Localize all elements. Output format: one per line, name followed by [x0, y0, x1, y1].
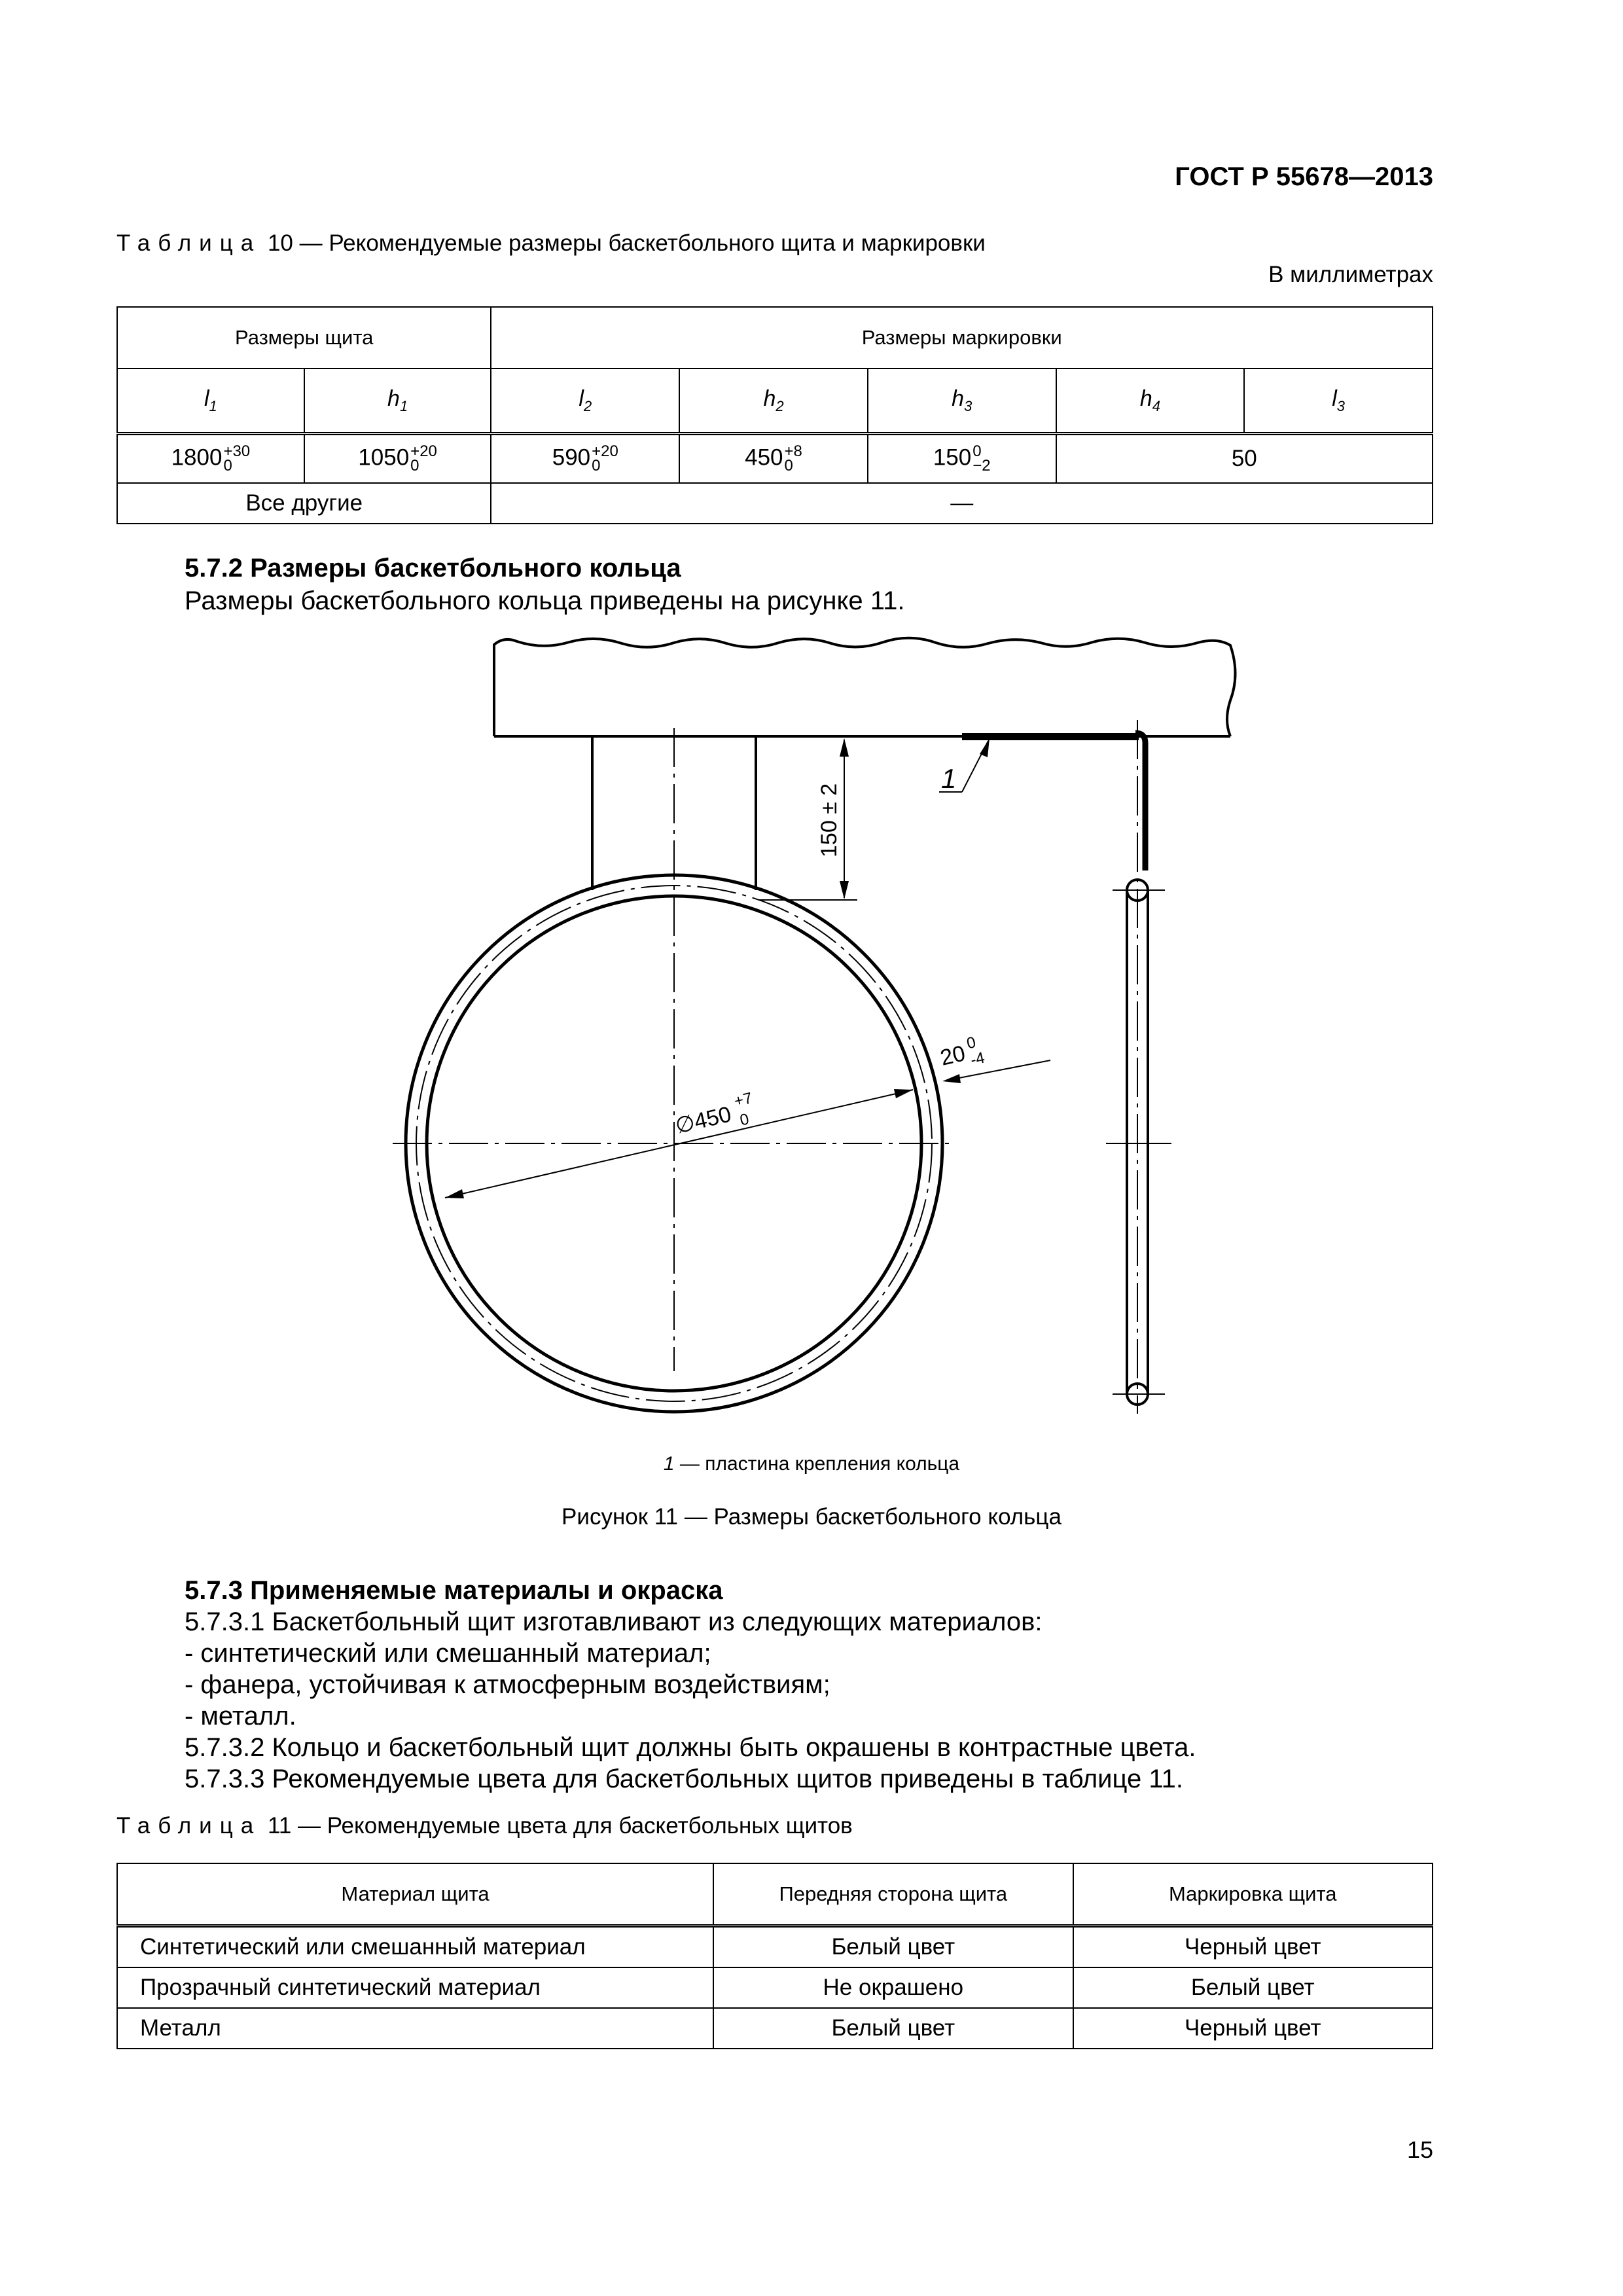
symbol-cell: $h_1$ — [304, 368, 491, 434]
section-573-line: 5.7.3.3 Рекомендуемые цвета для баскетбольных щитов приведены в таблице 11. — [185, 1765, 1183, 1793]
marking-color-cell: Черный цвет — [1073, 2008, 1433, 2049]
value-cell: 450 +8 0 — [679, 434, 868, 484]
dim-thickness-arrow — [942, 1074, 961, 1083]
callout-arrow — [980, 738, 990, 757]
dim-diameter-lower: 0 — [738, 1110, 751, 1130]
header-marking-dimensions: Размеры маркировки — [491, 307, 1433, 368]
value-cell: 150 0 −2 — [868, 434, 1056, 484]
section-573-line: - синтетический или смешанный материал; — [185, 1639, 711, 1668]
material-cell: Металл — [117, 2008, 713, 2049]
table10-units: В миллиметрах — [1268, 262, 1433, 287]
front-color-cell: Белый цвет — [713, 1926, 1073, 1968]
backboard-fragment — [494, 638, 1236, 736]
material-cell: Прозрачный синтетический материал — [117, 1967, 713, 2008]
other-value: — — [491, 483, 1433, 524]
value-cell: 590 +20 0 — [491, 434, 679, 484]
section-573-line: 5.7.3.1 Баскетбольный щит изготавливают из следующих материалов: — [185, 1607, 1043, 1636]
symbol-cell: $l_3$ — [1244, 368, 1433, 434]
figure11-legend — [0, 1453, 1623, 1475]
table-row — [117, 2008, 1433, 2049]
table10-caption-text: 10 — Рекомендуемые размеры баскетбольного щита и маркировки — [267, 230, 986, 256]
dim-thickness-upper: 0 — [965, 1033, 978, 1053]
section-573-line: 5.7.3.2 Кольцо и баскетбольный щит должны быть окрашены в контрастные цвета. — [185, 1733, 1196, 1762]
value-cell: 1800 +30 0 — [117, 434, 304, 484]
section-573-line: - фанера, устойчивая к атмосферным воздействиям; — [185, 1670, 830, 1699]
dim-150-arrow-top — [840, 738, 849, 757]
header-board-dimensions: Размеры щита — [117, 307, 491, 368]
symbol-cell: $l_1$ — [117, 368, 304, 434]
front-color-cell: Белый цвет — [713, 2008, 1073, 2049]
table11 — [116, 1863, 1433, 2049]
table-row — [117, 1967, 1433, 2008]
section-572-text: Размеры баскетбольного кольца приведены на рисунке 11. — [185, 586, 905, 615]
legend-text: — пластина крепления кольца — [674, 1453, 960, 1475]
callout-number: 1 — [941, 763, 957, 794]
symbol-cell: $l_2$ — [491, 368, 679, 434]
table10-caption-word: Таблица — [116, 230, 262, 256]
header-front-side: Передняя сторона щита — [713, 1863, 1073, 1926]
dim-150-arrow-bottom — [840, 881, 849, 899]
dim-diameter-upper: +7 — [732, 1089, 755, 1111]
table11-caption — [116, 1813, 853, 1839]
table11-caption-text: 11 — Рекомендуемые цвета для баскетбольных щитов — [267, 1813, 853, 1839]
symbol-cell: $h_2$ — [679, 368, 868, 434]
symbol-cell: $h_4$ — [1056, 368, 1245, 434]
dim-diameter-label: ∅450 — [673, 1102, 734, 1139]
value-cell: 1050 +20 0 — [304, 434, 491, 484]
symbol-cell: $h_3$ — [868, 368, 1056, 434]
front-color-cell: Не окрашено — [713, 1967, 1073, 2008]
section-573-heading: 5.7.3 Применяемые материалы и окраска — [185, 1576, 723, 1605]
dim-thickness-label: 20 — [938, 1041, 968, 1071]
table11-caption-word: Таблица — [116, 1813, 262, 1839]
page-number: 15 — [1406, 2136, 1433, 2163]
mounting-plate — [962, 733, 1139, 740]
table-row — [117, 1926, 1433, 1968]
marking-color-cell: Черный цвет — [1073, 1926, 1433, 1968]
dim-diameter-arrow-left — [445, 1189, 464, 1198]
document-code: ГОСТ Р 55678—2013 — [1175, 162, 1433, 191]
header-material: Материал щита — [117, 1863, 713, 1926]
legend-number: 1 — [663, 1453, 675, 1475]
dim-150-label: 150 ± 2 — [817, 783, 842, 857]
section-572-heading: 5.7.2 Размеры баскетбольного кольца — [185, 554, 681, 583]
section-573-line: - металл. — [185, 1702, 296, 1731]
dim-thickness-lower: -4 — [969, 1049, 987, 1069]
other-label: Все другие — [117, 483, 491, 524]
material-cell: Синтетический или смешанный материал — [117, 1926, 713, 1968]
dim-diameter-arrow-right — [894, 1089, 913, 1098]
header-marking: Маркировка щита — [1073, 1863, 1433, 1926]
figure11-caption: Рисунок 11 — Размеры баскетбольного кольца — [562, 1504, 1061, 1530]
marking-color-cell: Белый цвет — [1073, 1967, 1433, 2008]
value-cell-merged: 50 — [1056, 434, 1433, 484]
